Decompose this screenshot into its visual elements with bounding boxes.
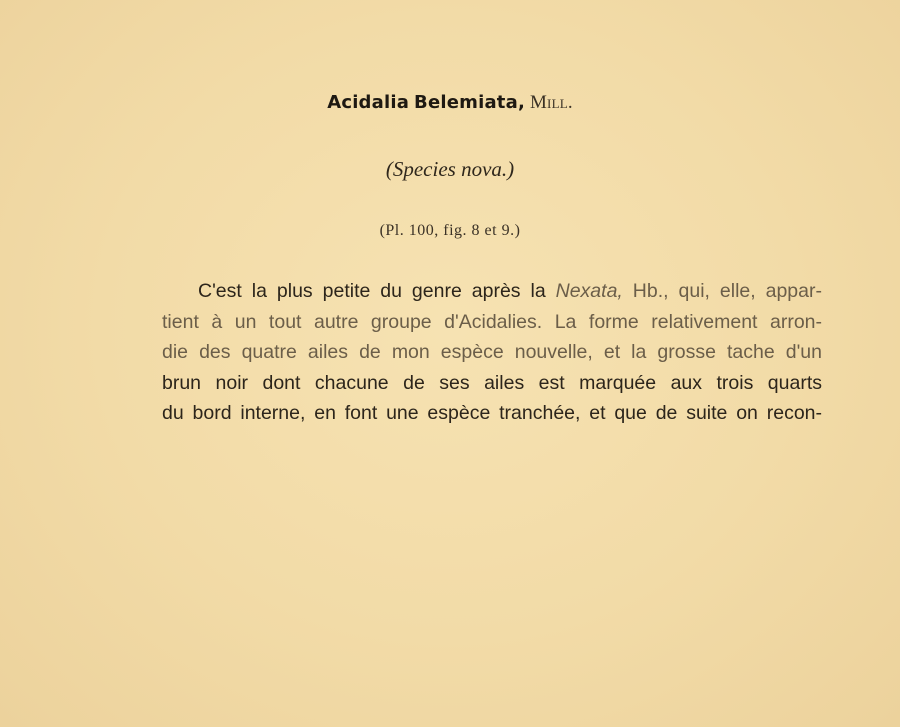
line-1-text-a: C'est la plus petite du genre après la — [198, 280, 556, 302]
description-paragraph — [162, 276, 822, 429]
plate-reference: (Pl. 100, fig. 8 et 9.) — [379, 222, 521, 239]
genus-name: Acidalia — [327, 92, 410, 113]
paragraph-line-1 — [162, 276, 822, 307]
paragraph-line-5: du bord interne, en font une espèce tranchée, et que de suite on recon- — [162, 402, 822, 424]
species-heading — [0, 92, 900, 114]
author-name: Mill. — [529, 92, 573, 113]
paragraph-line-3: die des quatre ailes de mon espèce nouvelle, et la grosse tache d'un — [162, 341, 822, 363]
line-1-text-b: Hb., qui, elle, appar- — [622, 280, 822, 302]
species-name: Belemiata, — [414, 92, 525, 113]
paragraph-line-4: brun noir dont chacune de ses ailes est marquée aux trois quarts — [162, 371, 822, 394]
line-1-italic-name: Nexata, — [555, 280, 623, 302]
paragraph-line-2: tient à un tout autre groupe d'Acidalies. La forme relativement arron- — [162, 310, 822, 333]
species-status: (Species nova.) — [385, 157, 515, 181]
